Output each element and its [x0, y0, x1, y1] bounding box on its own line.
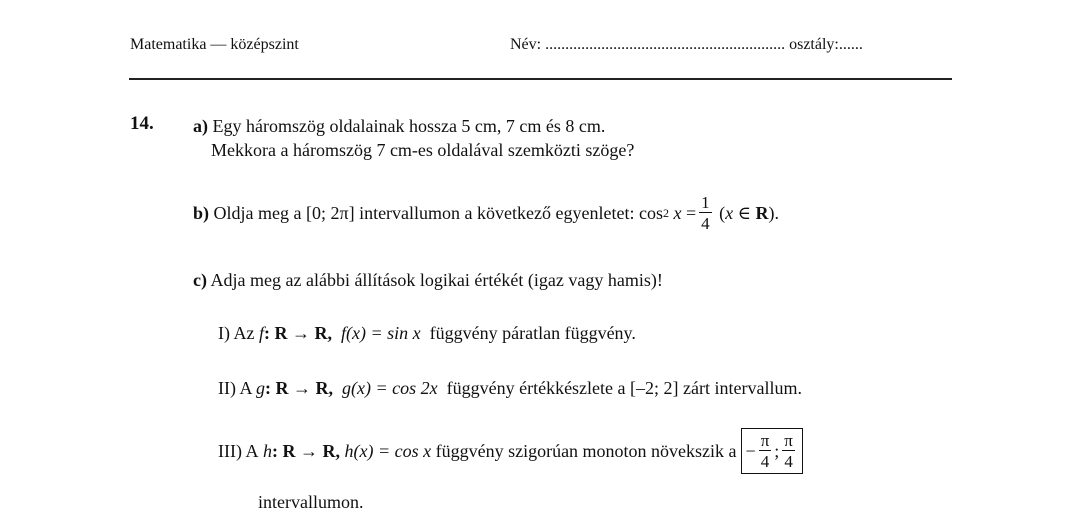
interval-right-numerator: π [784, 431, 793, 450]
part-c-text: Adja meg az alábbi állítások logikai értékét (igaz vagy hamis)! [210, 270, 663, 290]
statement-1-expr: f(x) = sin x [341, 323, 421, 343]
subject-label: Matematika — középszint [130, 36, 299, 53]
statement-2 [218, 378, 802, 399]
statement-1-prefix: I) Az [218, 323, 255, 343]
statement-3-map: : R → R, [271, 440, 340, 461]
part-b-cos: cos [638, 202, 663, 223]
interval-fraction-left [759, 432, 772, 470]
interval-minus: − [745, 440, 756, 461]
part-b-equals: = [685, 202, 697, 223]
statement-3-rest: függvény szigorúan monoton növekszik a [435, 440, 737, 461]
interval-right-denominator: 4 [784, 452, 793, 471]
statement-1-rest: függvény páratlan függvény. [429, 323, 636, 343]
problem-number: 14. [130, 113, 154, 134]
interval-fraction-right [782, 432, 795, 470]
statement-3-fname: h [262, 440, 272, 461]
part-b-domain-x: x [725, 202, 734, 223]
statement-2-fname: g [256, 378, 265, 398]
name-class-field-label: Név: ............................................................ osztály:...... [510, 36, 863, 53]
part-b-fraction [699, 194, 712, 232]
part-b-domain-in: ∈ [737, 202, 751, 223]
statement-3 [218, 425, 803, 477]
part-a-line1 [193, 116, 605, 137]
interval-left-denominator: 4 [760, 452, 770, 471]
part-c-label: c) [193, 270, 207, 290]
part-b-domain-close: ). [768, 202, 779, 223]
part-b-denominator: 4 [701, 214, 710, 233]
statement-2-map: : R → R, [265, 378, 333, 398]
part-b-numerator: 1 [701, 193, 710, 212]
part-b-line: b) Oldja meg a [0; 2π] intervallumon a következő egyenletet: cos 2 x = $\frac{1}{4}$ ( x ∈ R ). [193, 193, 779, 233]
part-b-domain-R: R [755, 202, 769, 223]
header-divider [129, 78, 952, 80]
part-a-text1: Egy háromszög oldalainak hossza 5 cm, 7 cm és 8 cm. [212, 116, 606, 136]
interval-bracket [741, 428, 803, 474]
part-b-text: Oldja meg a [0; 2π] intervallumon a következő egyenletet: [213, 202, 635, 223]
interval-left-numerator: π [760, 431, 770, 450]
statement-1-map: : R → R, [264, 323, 332, 343]
statement-3-line2: intervallumon. [258, 492, 364, 512]
statement-2-expr: g(x) = cos 2x [342, 378, 438, 398]
part-b-label: b) [193, 202, 210, 223]
statement-2-prefix: II) A [218, 378, 252, 398]
statement-1-fname: f [258, 323, 264, 343]
part-c-line [193, 270, 663, 291]
statement-2-rest: függvény értékkészlete a [–2; 2] zárt intervallum. [446, 378, 802, 398]
part-b-var: x [673, 202, 682, 223]
part-a-line2: Mekkora a háromszög 7 cm-es oldalával szemközti szöge? [211, 140, 635, 160]
part-a-label: a) [193, 116, 208, 136]
statement-1 [218, 323, 636, 344]
part-b-domain-open: ( [719, 202, 726, 223]
interval-separator: ; [774, 440, 780, 461]
statement-3-expr: h(x) = cos x [344, 440, 432, 461]
statement-3-prefix: III) A [218, 440, 259, 461]
